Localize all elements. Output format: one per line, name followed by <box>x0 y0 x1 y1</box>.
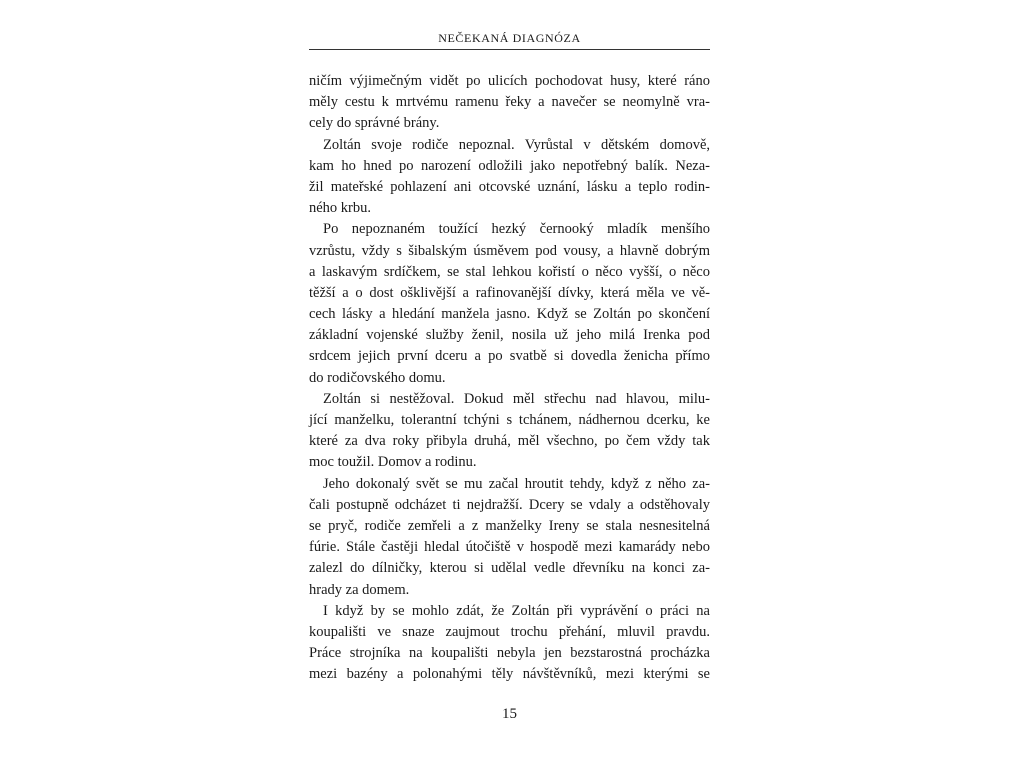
text-line: koupališti ve snaze zaujmout trochu přehání, mluvil pravdu. <box>309 623 710 640</box>
text-line: srdcem jejich první dceru a po svatbě si dovedla ženicha přímo <box>309 348 710 365</box>
text-line: žil mateřské pohlazení ani otcovské uznání, lásku a teplo rodin- <box>309 178 710 195</box>
text-line: měly cestu k mrtvému ramenu řeky a navečer se neomylně vra- <box>309 94 710 111</box>
book-page <box>309 28 710 738</box>
text-line: čali postupně odcházet ti nejdražší. Dcery se vdaly a odstěhovaly <box>309 496 710 513</box>
text-line: mezi bazény a polonahými těly návštěvníků, mezi kterými se <box>309 666 710 683</box>
text-line: moc toužil. Domov a rodinu. <box>309 454 477 471</box>
header-rule <box>309 49 710 50</box>
text-line: ničím výjimečným vidět po ulicích pochodovat husy, které ráno <box>309 73 710 89</box>
text-line: ného krbu. <box>309 200 372 217</box>
text-line: Zoltán si nestěžoval. Dokud měl střechu nad hlavou, milu- <box>323 390 710 407</box>
page-number: 15 <box>502 706 517 722</box>
text-line: vzrůstu, vždy s šibalským úsměvem pod vousy, a hlavně dobrým <box>309 242 710 259</box>
body-text <box>309 71 710 685</box>
text-line: a laskavým srdíčkem, se stal lehkou kořistí o něco vyšší, o něco <box>309 263 710 280</box>
text-line: cech lásky a hledání manžela jasno. Když se Zoltán po skončení <box>309 306 710 323</box>
text-line: těžší a o dost ošklivější a rafinovanější dívky, která měla ve vě- <box>309 284 710 301</box>
text-line: fúrie. Stále častěji hledal útočiště v hospodě mezi kamarády nebo <box>309 539 710 556</box>
text-line: zalezl do dílničky, kterou si udělal vedle dřevníku na konci za- <box>309 560 710 577</box>
text-line: Po nepoznaném toužící hezký černooký mladík menšího <box>323 221 710 238</box>
text-line: které za dva roky přibyla druhá, měl všechno, po čem vždy tak <box>309 433 710 450</box>
text-line: základní vojenské služby ženil, nosila už jeho milá Irenka pod <box>309 327 710 344</box>
text-line: Jeho dokonalý svět se mu začal hroutit tehdy, když z něho za- <box>323 475 710 492</box>
text-line: jící manželku, tolerantní tchýni s tchánem, nádhernou dcerku, ke <box>309 412 710 428</box>
text-line: se pryč, rodiče zemřeli a z manželky Ireny se stala nesnesitelná <box>309 517 710 534</box>
text-line: Práce strojníka na koupališti nebyla jen bezstarostná procházka <box>309 645 710 662</box>
text-line: I když by se mohlo zdát, že Zoltán při vyprávění o práci na <box>323 602 710 619</box>
text-line: cely do správné brány. <box>309 115 440 132</box>
running-head: NEČEKANÁ DIAGNÓZA <box>438 31 581 45</box>
text-line: do rodičovského domu. <box>309 369 446 386</box>
text-line: hrady za domem. <box>309 581 410 598</box>
text-line: kam ho hned po narození odložili jako nepotřebný balík. Neza- <box>309 157 710 174</box>
text-line: Zoltán svoje rodiče nepoznal. Vyrůstal v dětském domově, <box>323 136 710 153</box>
